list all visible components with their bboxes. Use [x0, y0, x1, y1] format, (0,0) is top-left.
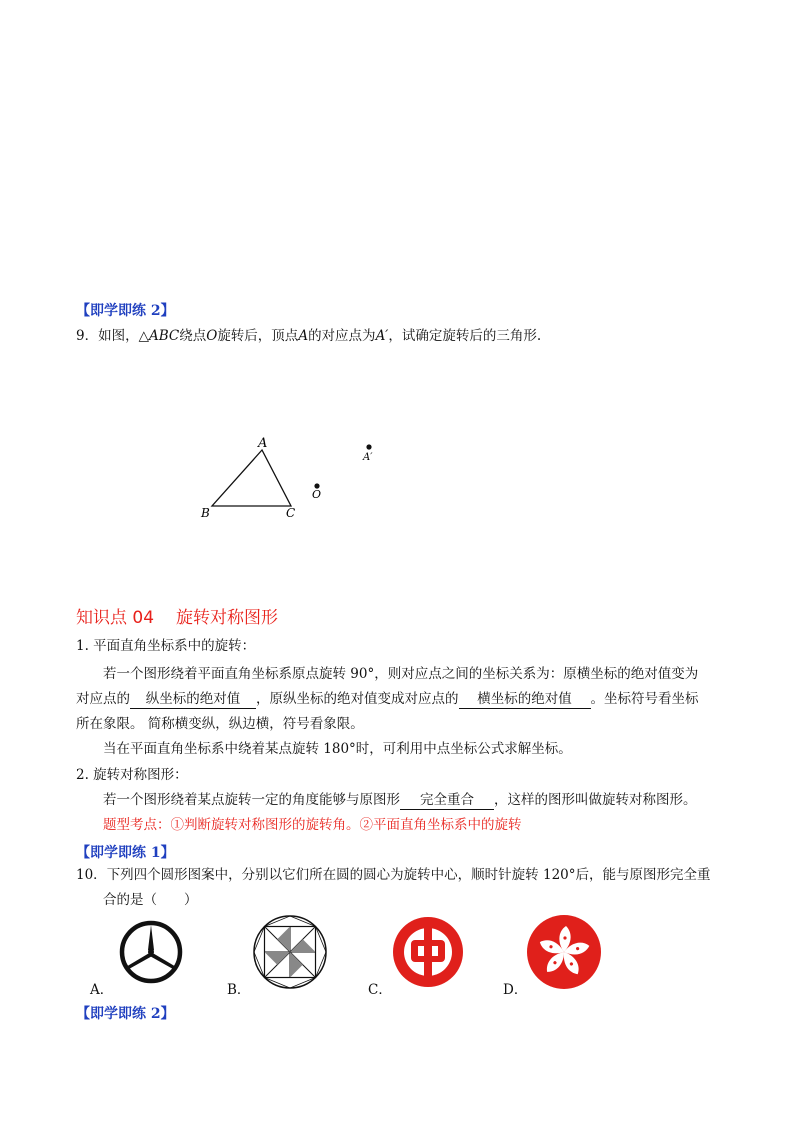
label-a-prime: A′	[363, 452, 373, 463]
item-1-line-2: 对应点的 纵坐标的绝对值 ，原纵坐标的绝对值变成对应点的 横坐标的绝对值 。坐标符号看坐标	[76, 691, 699, 707]
blank-answer: 横坐标的绝对值	[459, 690, 591, 709]
point-a-prime	[366, 444, 371, 449]
triangle-figure	[190, 430, 410, 530]
question-number: 9．	[76, 328, 99, 344]
option-c-figure	[391, 915, 465, 989]
question-9: 9．如图，△ABC绕点O旋转后，顶点A的对应点为A′，试确定旋转后的三角形.	[76, 328, 542, 344]
practice-heading: 【即学即练 2】	[76, 1006, 175, 1022]
triangle-abc	[212, 450, 291, 506]
question-10-line-1: 10．下列四个圆形图案中，分别以它们所在圆的圆心为旋转中心，顺时针旋转 120°后，能与原图形完全重	[76, 867, 711, 883]
section-number: 知识点 04	[76, 608, 155, 628]
item-2-line-1: 若一个图形绕着某点旋转一定的角度能够与原图形 完全重合 ，这样的图形叫做旋转对称图形。	[103, 792, 697, 808]
blank-answer: 完全重合	[400, 791, 494, 810]
section-heading	[76, 603, 278, 628]
option-a-figure	[118, 919, 184, 985]
exam-points: 题型考点：①判断旋转对称图形的旋转角。②平面直角坐标系中的旋转	[103, 817, 522, 833]
label-a: A	[258, 436, 268, 451]
option-b-label[interactable]: B．	[227, 982, 251, 998]
blank-answer: 纵坐标的绝对值	[130, 690, 256, 709]
option-b-figure	[251, 913, 329, 991]
practice-heading: 【即学即练 2】	[76, 303, 175, 319]
label-c: C	[286, 506, 296, 520]
question-10-line-2: 合的是（ ）	[103, 892, 198, 908]
option-c-label[interactable]: C．	[368, 982, 392, 998]
option-d-figure	[526, 914, 602, 990]
option-d-label[interactable]: D．	[503, 982, 528, 998]
item-1-line-3: 所在象限。 简称横变纵，纵边横，符号看象限。	[76, 716, 364, 732]
option-a-label[interactable]: A．	[90, 982, 114, 998]
question-number: 10．	[76, 867, 107, 883]
section-title: 旋转对称图形	[176, 608, 279, 628]
item-1-heading: 1. 平面直角坐标系中的旋转：	[76, 638, 256, 654]
practice-heading: 【即学即练 1】	[76, 845, 175, 861]
item-1-line-1: 若一个图形绕着平面直角坐标系原点旋转 90°，则对应点之间的坐标关系为：原横坐标的绝对值变为	[103, 666, 699, 682]
label-b: B	[201, 506, 210, 520]
item-1-line-4: 当在平面直角坐标系中绕着某点旋转 180°时，可利用中点坐标公式求解坐标。	[103, 741, 572, 757]
item-2-heading: 2. 旋转对称图形：	[76, 767, 188, 783]
label-o: O	[312, 488, 322, 501]
